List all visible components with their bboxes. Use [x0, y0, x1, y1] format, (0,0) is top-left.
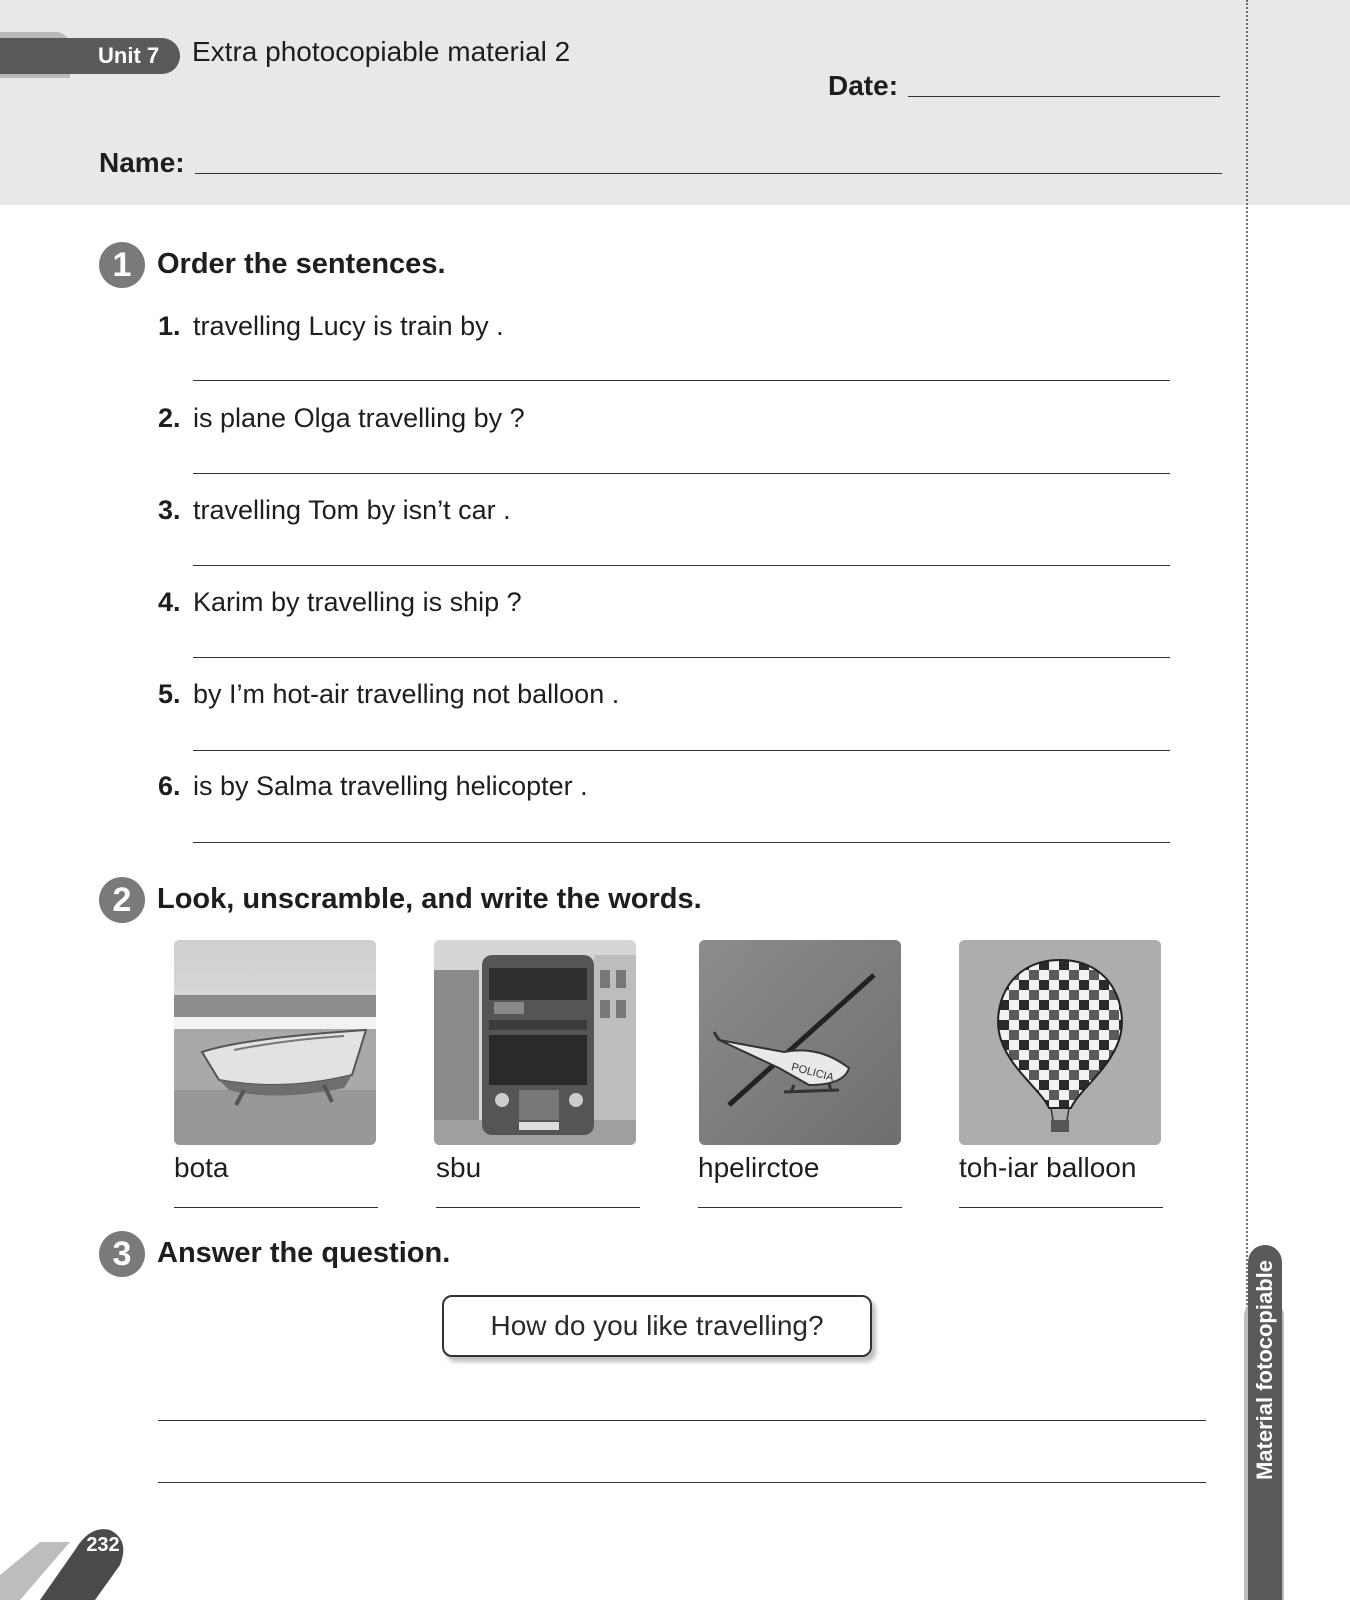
- page-number: 232: [86, 1534, 120, 1556]
- word-answer-line[interactable]: [698, 1207, 902, 1208]
- section-3-number: 3: [99, 1231, 145, 1277]
- item-number: 2.: [158, 403, 181, 433]
- answer-line[interactable]: [193, 473, 1170, 474]
- page-number-badge: [0, 1520, 150, 1600]
- scrambled-sentence: is by Salma travelling helicopter .: [193, 771, 588, 801]
- scrambled-sentence: travelling Lucy is train by .: [193, 311, 504, 341]
- answer-line[interactable]: [193, 565, 1170, 566]
- name-field[interactable]: [195, 173, 1222, 174]
- word-answer-line[interactable]: [174, 1207, 378, 1208]
- section-1-title: Order the sentences.: [157, 248, 446, 280]
- section-1-number: 1: [99, 242, 145, 288]
- boat-photo: [174, 940, 376, 1145]
- header-band-margin: [1248, 0, 1350, 205]
- item-number: 6.: [158, 771, 181, 801]
- answer-line[interactable]: [193, 657, 1170, 658]
- question-box: How do you like travelling?: [442, 1295, 872, 1357]
- name-label: Name:: [99, 147, 185, 178]
- section-2-title: Look, unscramble, and write the words.: [157, 883, 702, 915]
- item-number: 5.: [158, 679, 181, 709]
- scrambled-sentence: Karim by travelling is ship ?: [193, 587, 522, 617]
- scrambled-sentence: is plane Olga travelling by ?: [193, 403, 525, 433]
- word-answer-line[interactable]: [436, 1207, 640, 1208]
- bus-photo: [434, 940, 636, 1145]
- item-number: 3.: [158, 495, 181, 525]
- section-2-number: 2: [99, 877, 145, 923]
- scrambled-word: toh-iar balloon: [959, 1152, 1137, 1183]
- helicopter-photo: [699, 940, 901, 1145]
- scrambled-word: hpelirctoe: [698, 1152, 820, 1183]
- answer-line[interactable]: [193, 842, 1170, 843]
- answer-line[interactable]: [193, 750, 1170, 751]
- answer-line[interactable]: [158, 1420, 1206, 1421]
- answer-line[interactable]: [193, 380, 1170, 381]
- side-tab-label: Material fotocopiable: [1252, 1259, 1277, 1481]
- page-title: Extra photocopiable material 2: [192, 36, 571, 67]
- scrambled-sentence: by I’m hot-air travelling not balloon .: [193, 679, 620, 709]
- header-band: [0, 0, 1248, 205]
- svg-text:POLICIA: POLICIA: [789, 1061, 836, 1084]
- scrambled-sentence: travelling Tom by isn’t car .: [193, 495, 511, 525]
- hot-air-balloon-photo: [959, 940, 1161, 1145]
- item-number: 1.: [158, 311, 181, 341]
- date-label: Date:: [828, 70, 899, 101]
- word-answer-line[interactable]: [959, 1207, 1163, 1208]
- item-number: 4.: [158, 587, 181, 617]
- scrambled-word: bota: [174, 1152, 229, 1183]
- section-3-title: Answer the question.: [157, 1237, 451, 1269]
- answer-line[interactable]: [158, 1482, 1206, 1483]
- scrambled-word: sbu: [436, 1152, 482, 1183]
- unit-label: Unit 7: [98, 43, 160, 68]
- date-field[interactable]: [908, 96, 1220, 97]
